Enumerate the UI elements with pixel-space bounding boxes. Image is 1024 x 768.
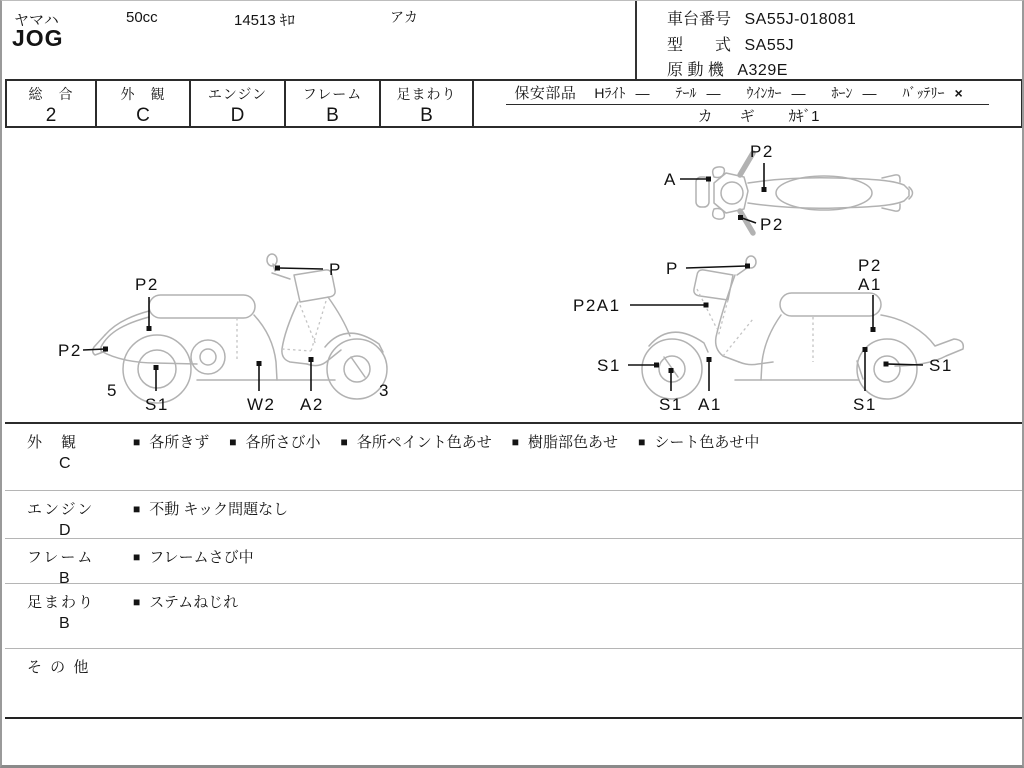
note-item-text: 各所さび小 — [245, 434, 321, 451]
damage-code-label: P2 — [858, 256, 882, 275]
bullet-square-icon: ■ — [229, 434, 237, 449]
bullet-square-icon: ■ — [638, 434, 646, 449]
damage-code-label: A1 — [698, 395, 722, 414]
note-item — [133, 591, 238, 612]
note-row-undercarriage — [5, 584, 1023, 649]
chassis-number-row — [667, 6, 856, 29]
bullet-square-icon: ■ — [511, 434, 520, 449]
note-section-grade: B — [59, 615, 70, 632]
note-items — [133, 649, 1023, 717]
grade-label: フレーム — [302, 86, 363, 102]
safety-item-name: ｳｲﾝｶｰ — [746, 84, 782, 101]
note-item-text: 各所きず — [149, 434, 210, 451]
grade-label: 足まわり — [396, 86, 457, 102]
key-row — [676, 105, 820, 126]
safety-item-name: ﾎｰﾝ — [831, 84, 853, 101]
damage-code-label: A — [664, 170, 677, 189]
grade-value: B — [326, 105, 339, 126]
maker-name: ヤマハ — [14, 12, 59, 29]
note-section-grade: D — [59, 522, 71, 539]
safety-parts-row — [506, 81, 988, 105]
note-item — [133, 431, 209, 452]
safety-item-winker — [746, 83, 805, 103]
bullet-square-icon: ■ — [133, 594, 141, 609]
engine-code-label: 原 動 機 — [667, 62, 724, 79]
note-item-text: フレームさび中 — [149, 549, 254, 566]
grade-value: 2 — [45, 105, 57, 126]
damage-code-label: S1 — [853, 395, 877, 414]
note-row-frame — [5, 539, 1023, 587]
note-items — [133, 584, 1023, 648]
safety-parts-title: 保安部品 — [514, 85, 577, 102]
damage-code-label: A2 — [300, 395, 324, 414]
engine-code-value: A329E — [737, 62, 788, 79]
damage-code-label: S1 — [597, 356, 621, 375]
note-row-engine — [5, 491, 1023, 539]
note-section-grade: B — [59, 570, 70, 587]
safety-item-status: — — [706, 84, 721, 101]
damage-code-label: P2 — [135, 275, 159, 294]
grade-cell-frame — [286, 81, 381, 126]
note-label-col — [5, 649, 133, 717]
safety-item-horn — [831, 83, 876, 103]
note-item-text: ステムねじれ — [149, 594, 239, 611]
damage-code-label: P2 — [760, 215, 784, 234]
safety-item-battery — [902, 83, 962, 103]
displacement: 50cc — [126, 9, 158, 26]
note-section-label: エンジン — [27, 501, 95, 518]
safety-item-status: × — [954, 84, 963, 101]
damage-code-label: S1 — [929, 356, 953, 375]
safety-item-name: ﾊﾞｯﾃﾘｰ — [902, 84, 945, 101]
note-item — [133, 546, 254, 567]
model-code-row — [667, 32, 794, 55]
condition-notes-table — [5, 422, 1023, 763]
note-items — [133, 491, 1023, 538]
model-code-label: 型 式 — [667, 37, 732, 54]
key-value: ｶｷﾞ1 — [788, 108, 820, 125]
note-label-col — [5, 539, 133, 587]
model-name: JOG — [12, 25, 64, 51]
note-section-label: 足まわり — [27, 594, 96, 611]
note-item-text: シート色あせ中 — [654, 434, 760, 451]
model-code-value: SA55J — [744, 37, 795, 54]
grade-cell-undercarriage — [381, 81, 474, 126]
grade-cell-total — [7, 81, 97, 126]
note-item-text: 樹脂部色あせ — [528, 434, 619, 451]
note-label-col — [5, 584, 133, 648]
safety-item-status: — — [635, 84, 650, 101]
damage-code-label: W2 — [247, 395, 276, 414]
note-label-col — [5, 491, 133, 538]
scooter-left-side-diagram — [567, 249, 987, 417]
blank-footer-row — [5, 719, 1023, 763]
safety-item-name: Hﾗｲﾄ — [594, 84, 626, 101]
key-label: カ ギ — [697, 108, 761, 125]
scooter-top-view-diagram — [652, 133, 942, 251]
damage-code-label: P2 — [58, 341, 82, 360]
grade-summary-table — [5, 79, 1023, 128]
damage-code-label: 3 — [379, 381, 390, 400]
damage-code-label: P — [666, 259, 679, 278]
note-item-text: 不動 キック問題なし — [149, 501, 289, 518]
safety-item-status: — — [791, 84, 806, 101]
grade-cell-exterior — [97, 81, 191, 126]
grade-value: D — [230, 105, 245, 126]
safety-item-headlight — [594, 83, 649, 103]
safety-item-status: — — [862, 84, 877, 101]
note-items — [133, 424, 1023, 490]
note-item — [341, 431, 492, 452]
grade-value: C — [136, 105, 150, 126]
grade-cell-engine — [191, 81, 286, 126]
note-item — [133, 498, 288, 519]
note-item — [229, 431, 320, 452]
damage-code-label: S1 — [659, 395, 683, 414]
bullet-square-icon: ■ — [340, 434, 348, 449]
bullet-square-icon: ■ — [133, 549, 141, 564]
damage-code-label: P2 — [750, 142, 774, 161]
note-item — [512, 431, 618, 452]
note-row-exterior — [5, 424, 1023, 491]
note-section-label: 外 観 — [27, 434, 79, 451]
note-label-col — [5, 424, 133, 490]
damage-code-label: P2A1 — [573, 296, 621, 315]
note-items — [133, 539, 1023, 583]
vehicle-id-box — [635, 1, 1024, 79]
engine-code-row — [667, 57, 788, 80]
note-row-other — [5, 649, 1023, 719]
note-item — [638, 431, 759, 452]
safety-item-name: ﾃｰﾙ — [675, 84, 697, 101]
damage-code-label: S1 — [145, 395, 169, 414]
grade-label: 総 合 — [28, 86, 74, 102]
note-section-grade: C — [59, 455, 71, 472]
chassis-number-label: 車台番号 — [667, 11, 732, 28]
bullet-square-icon: ■ — [133, 434, 141, 449]
damage-code-label: P — [329, 260, 342, 279]
note-section-label: そ の 他 — [27, 659, 91, 676]
grade-label: エンジン — [207, 86, 268, 102]
chassis-number-value: SA55J-018081 — [744, 11, 857, 28]
grade-label: 外 観 — [120, 86, 166, 102]
note-section-label: フレーム — [27, 549, 95, 566]
note-item-text: 各所ペイント色あせ — [356, 434, 492, 451]
damage-code-label: 5 — [107, 381, 118, 400]
scooter-right-side-diagram — [57, 249, 427, 417]
safety-parts-cell — [474, 81, 1021, 126]
safety-item-taillight — [675, 83, 720, 103]
damage-diagram-area — [5, 128, 1023, 422]
bullet-square-icon: ■ — [133, 501, 141, 516]
damage-code-label: A1 — [858, 275, 882, 294]
body-color: アカ — [390, 9, 418, 25]
grade-value: B — [420, 105, 433, 126]
mileage: 14513 ｷﾛ — [234, 12, 295, 29]
